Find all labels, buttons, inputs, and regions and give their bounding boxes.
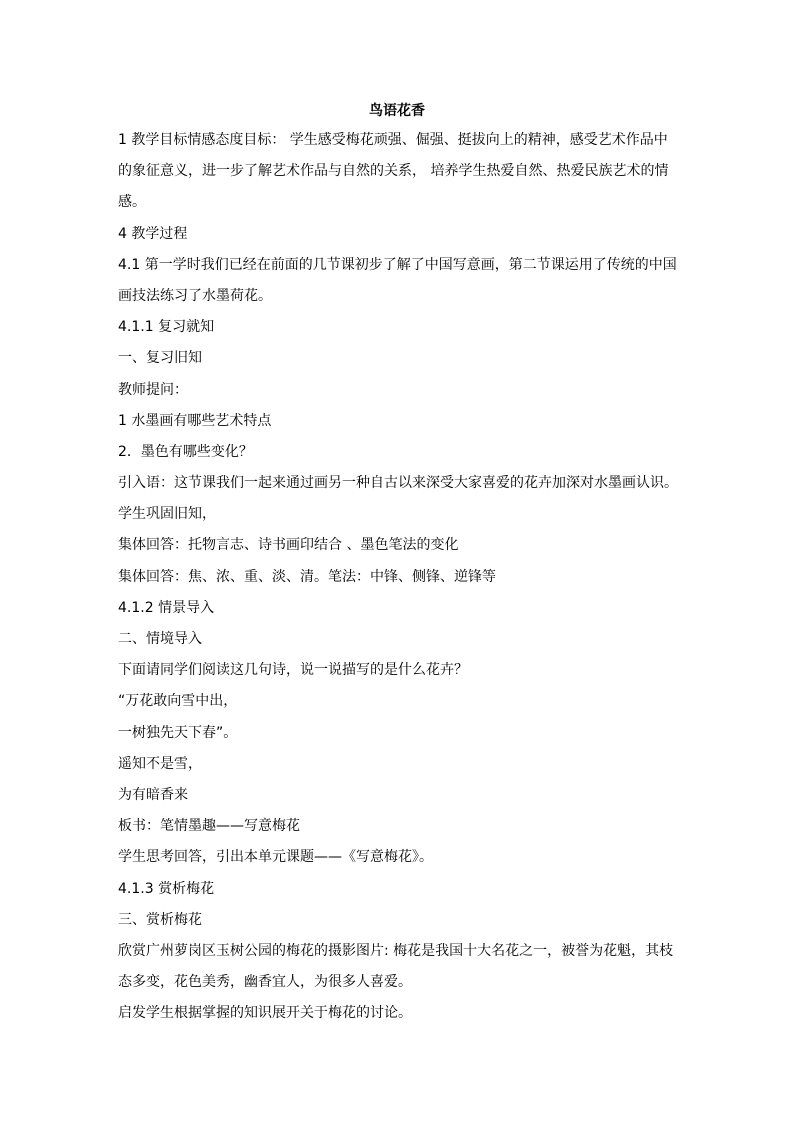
paragraph-line: 4.1 第一学时我们已经在前面的几节课初步了解了中国写意画，第二节课运用了传统的中国	[118, 256, 677, 273]
poem-line: 为有暗香来	[118, 786, 188, 803]
paragraph-line: 学生思考回答，引出本单元课题——《写意梅花》。	[118, 849, 433, 866]
subsection-heading: 一、复习旧知	[118, 350, 202, 367]
section-heading: 4.1.1 复习就知	[118, 319, 215, 336]
section-heading: 4.1.3 赏析梅花	[118, 880, 215, 897]
paragraph-line: 欣赏广州萝岗区玉树公园的梅花的摄影图片: 梅花是我国十大名花之一，被誉为花魁，其枝	[118, 942, 674, 959]
paragraph-line: 1 教学目标情感态度目标： 学生感受梅花顽强、倔强、挺拔向上的精神，感受艺术作品中	[118, 132, 668, 148]
paragraph-line: 画技法练习了水墨荷花。	[118, 287, 272, 304]
paragraph-line: 启发学生根据掌握的知识展开关于梅花的讨论。	[118, 1005, 412, 1022]
paragraph-line: 引入语：这节课我们一起来通过画另一种自古以来深受大家喜爱的花卉加深对水墨画认识。	[118, 475, 678, 492]
document-body	[118, 125, 688, 1029]
section-heading: 4 教学过程	[118, 225, 188, 242]
poem-line: 遥知不是雪，	[118, 755, 202, 772]
paragraph-line: 1 水墨画有哪些艺术特点	[118, 412, 272, 429]
document-title: 鸟语花香	[369, 103, 425, 119]
section-heading: 4.1.2 情景导入	[118, 599, 215, 616]
poem-line: “万花敢向雪中出，	[118, 693, 238, 710]
subsection-heading: 二、情境导入	[118, 631, 202, 647]
paragraph-line: 态多变，花色美秀，幽香宜人，为很多人喜爱。	[118, 974, 412, 991]
paragraph-line: 板书：笔情墨趣——写意梅花	[118, 818, 300, 835]
paragraph-line: 教师提问：	[118, 381, 188, 398]
paragraph-line: 感。	[118, 194, 146, 211]
paragraph-line: 集体回答：托物言志、诗书画印结合 、墨色笔法的变化	[118, 537, 459, 554]
poem-line: 一树独先天下春”。	[118, 724, 238, 741]
subsection-heading: 三、赏析梅花	[118, 911, 202, 928]
paragraph-line: 2．墨色有哪些变化？	[118, 443, 253, 460]
paragraph-line: 下面请同学们阅读这几句诗，说一说描写的是什么花卉？	[118, 662, 468, 679]
paragraph-line: 学生巩固旧知，	[118, 506, 216, 523]
paragraph-line: 的象征意义，进一步了解艺术作品与自然的关系， 培养学生热爱自然、热爱民族艺术的情	[118, 163, 669, 180]
paragraph-line: 集体回答：焦、浓、重、淡、清。笔法：中锋、侧锋、逆锋等	[118, 568, 496, 585]
